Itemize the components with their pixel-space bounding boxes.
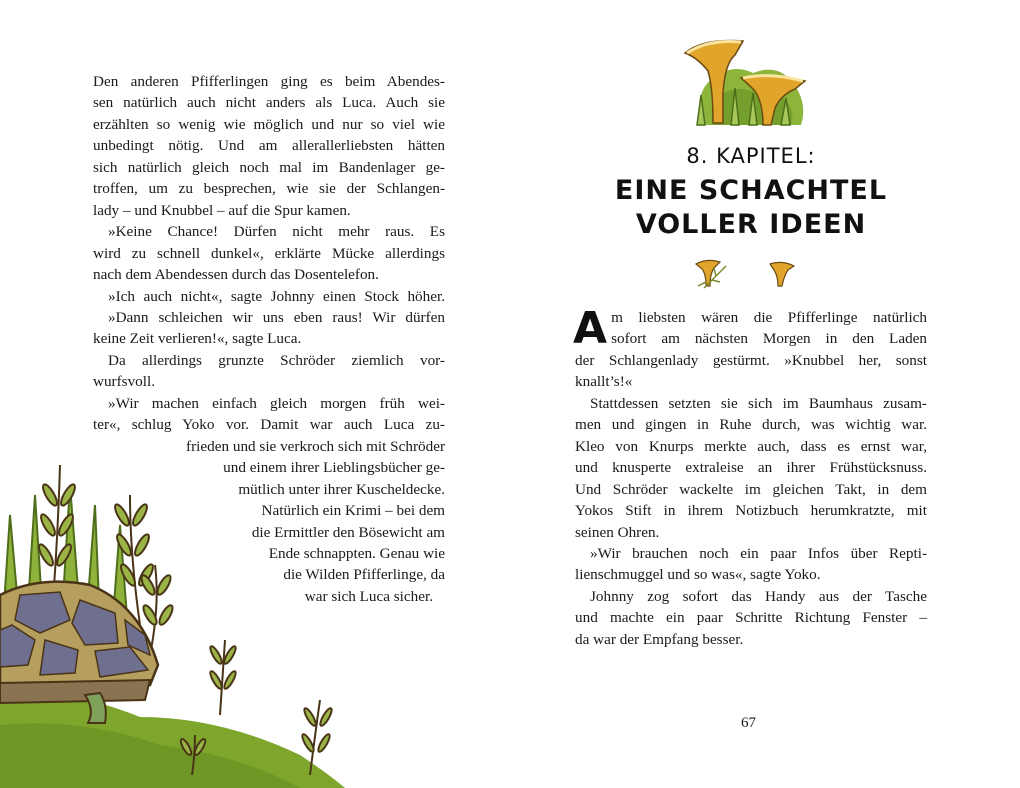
- text-line: Natürlich ein Krimi – bei dem: [261, 502, 445, 520]
- chapter-title: [575, 174, 927, 242]
- text-line: da war der Empfang besser.: [575, 630, 744, 648]
- text-line: sen natürlich auch nicht anders als Luca. Auch sie: [93, 94, 445, 112]
- text-line: mütlich unter ihrer Kuscheldecke.: [238, 480, 445, 498]
- text-line: Johnny zog sofort das Handy aus der Tasche: [590, 587, 927, 605]
- text-line: keine Zeit verlieren!«, sagte Luca.: [93, 330, 302, 348]
- text-line: »Keine Chance! Dürfen nicht mehr raus. Es: [108, 223, 445, 241]
- text-line: troffen, um zu besprechen, wie sie der Schlangen-: [93, 180, 445, 198]
- chapter-title-line: EINE SCHACHTEL: [614, 175, 888, 206]
- paragraph: [575, 393, 927, 543]
- text-line: und machte ein paar Schritte Richtung Fenster –: [575, 609, 927, 627]
- text-line: und einem ihrer Lieblingsbücher ge-: [223, 459, 445, 477]
- left-text-column: [93, 71, 445, 607]
- text-line: Kleo von Knurps merkte auch, dass es ernst war,: [575, 437, 927, 455]
- paragraph: [93, 350, 445, 393]
- chapter-number: 8. KAPITEL:: [686, 144, 816, 168]
- paragraph: [93, 393, 445, 608]
- text-line: erzählten so wenig wie möglich und nur so viel wie: [93, 115, 445, 133]
- text-line: Ende schnappten. Genau wie: [268, 544, 445, 562]
- paragraph: [93, 71, 445, 221]
- text-line: »Dann schleichen wir uns eben raus! Wir dürfen: [108, 308, 445, 326]
- text-line: knallt’s!«: [575, 373, 633, 391]
- text-line: lienschmuggel und so was«, sagte Yoko.: [575, 566, 821, 584]
- chapter-title-line: VOLLER IDEEN: [635, 209, 867, 240]
- text-line: die Ermittler den Bösewicht am: [251, 523, 445, 541]
- text-line: lady – und Knubbel – auf die Spur kamen.: [93, 201, 351, 219]
- text-line: unbedingt nötig. Und am allerallerliebsten hätten: [93, 137, 445, 155]
- text-line: Stattdessen setzten sie sich im Baumhaus zusam-: [590, 394, 927, 412]
- paragraph: [575, 586, 927, 650]
- chanterelle-mushrooms-illustration: [683, 33, 813, 128]
- text-line: wird zu schnell dunkel«, erklärte Mücke allerdings: [93, 244, 445, 262]
- paragraph: [575, 543, 927, 586]
- text-line: Da allerdings grunzte Schröder ziemlich vor-: [108, 351, 445, 369]
- text-line: seinen Ohren.: [575, 523, 660, 541]
- text-line: »Wir machen einfach gleich morgen früh wei-: [108, 394, 445, 412]
- text-line: wurfsvoll.: [93, 373, 156, 391]
- text-line: und knusperte extraleise an ihrer Frühstücksnuss.: [575, 459, 927, 477]
- text-line: die Wilden Pfifferlinge, da: [283, 566, 445, 584]
- text-line: der Schlangenlady gestürmt. »Knubbel her, sonst: [575, 351, 927, 369]
- paragraph: [93, 286, 445, 307]
- text-line: ter«, schlug Yoko vor. Damit war auch Luca zu-: [93, 416, 445, 434]
- paragraph: [573, 303, 927, 393]
- right-text-column: [573, 303, 927, 650]
- text-line: m liebsten wären die Pfifferlinge natürlich: [611, 309, 927, 326]
- text-line: Und Schröder wackelte im gleichen Takt, in dem: [575, 480, 927, 498]
- page-number: 67: [741, 715, 756, 731]
- drop-cap: A: [573, 303, 608, 354]
- text-line: war sich Luca sicher.: [304, 587, 433, 605]
- text-line: »Wir brauchen noch ein paar Infos über Repti-: [590, 544, 927, 562]
- text-line: »Ich auch nicht«, sagte Johnny einen Stock höher.: [108, 287, 445, 305]
- text-line: men und gingen in Ruhe durch, was wichtig war.: [575, 416, 927, 434]
- text-line: sofort am nächsten Morgen in den Laden: [611, 330, 927, 348]
- text-line: Den anderen Pfifferlingen ging es beim Abendes-: [93, 73, 445, 90]
- text-line: sich natürlich gleich noch mal im Bandenlager ge-: [93, 158, 445, 176]
- text-line: Yokos Stift in ihrem Notizbuch herumkratzte, mit: [575, 502, 927, 520]
- text-line: nach dem Abendessen durch das Dosentelefon.: [93, 266, 379, 284]
- paragraph: [93, 307, 445, 350]
- small-mushroom-ornaments: [692, 258, 802, 292]
- paragraph: [93, 221, 445, 285]
- text-line: frieden und sie verkroch sich mit Schröder: [186, 437, 445, 455]
